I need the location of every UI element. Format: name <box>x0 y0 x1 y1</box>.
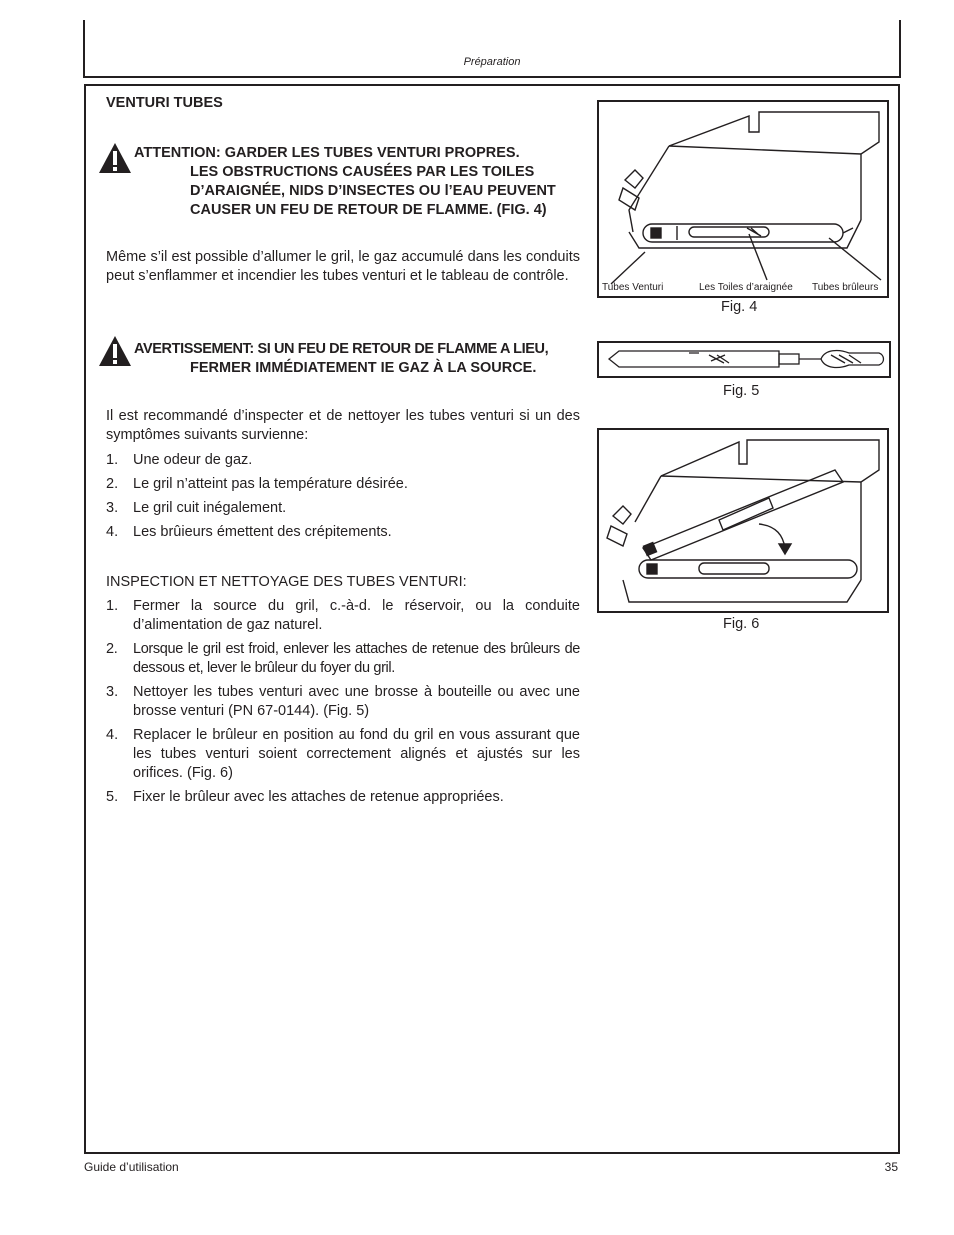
list-item-text: Le gril cuit inégalement. <box>133 500 287 516</box>
list-item <box>106 499 580 518</box>
figure-5-drawing <box>599 343 889 376</box>
list-item <box>106 451 580 470</box>
attention-line-1: ATTENTION: GARDER LES TUBES VENTURI PROPRES. <box>134 145 520 161</box>
list-item-text: Les brûieurs émettent des crépitements. <box>133 524 392 540</box>
footer-page-number: 35 <box>884 1160 898 1174</box>
list-item-number: 3. <box>106 684 119 700</box>
list-item <box>106 640 580 678</box>
list-item-number: 4. <box>106 727 119 743</box>
attention-line-2: LES OBSTRUCTIONS CAUSÉES PAR LES TOILES <box>190 164 535 180</box>
avertissement-warning <box>134 340 584 378</box>
warning-icon <box>98 335 132 367</box>
fig6-caption: Fig. 6 <box>723 616 760 632</box>
figure-4 <box>597 100 889 298</box>
fig4-label-venturi: Tubes Venturi <box>602 282 664 293</box>
list-item-number: 4. <box>106 524 119 540</box>
list-item <box>106 726 580 783</box>
list-item-text: Une odeur de gaz. <box>133 452 253 468</box>
list-item <box>106 597 580 635</box>
avertissement-line-1: AVERTISSEMENT: SI UN FEU DE RETOUR DE FLAMME A LIEU, <box>134 341 549 357</box>
list-item-text: Fixer le brûleur avec les attaches de retenue appropriées. <box>133 789 504 805</box>
warning-icon <box>98 142 132 174</box>
symptoms-list <box>106 451 580 542</box>
figure-6-drawing <box>599 430 887 611</box>
symptoms-intro: Il est recommandé d’inspecter et de nettoyer les tubes venturi si un des symptômes suivants survienne: <box>106 408 580 443</box>
list-item-number: 3. <box>106 500 119 516</box>
fig4-label-bruleurs: Tubes brûleurs <box>812 282 879 293</box>
figure-4-drawing <box>599 102 887 296</box>
list-item-text: Lorsque le gril est froid, enlever les attaches de retenue des brûleurs de dessous et, lever le brûleur du foyer du gril. <box>133 641 580 676</box>
list-item-number: 1. <box>106 452 119 468</box>
list-item-number: 2. <box>106 641 118 657</box>
intro-paragraph: Même s’il est possible d’allumer le gril, le gaz accumulé dans les conduits peut s’enflammer et incendier les tubes venturi et le tableau de contrôle. <box>106 249 580 284</box>
page-header <box>83 20 901 78</box>
section-heading: VENTURI TUBES <box>106 95 223 111</box>
fig4-caption: Fig. 4 <box>721 299 758 315</box>
list-item-number: 2. <box>106 476 119 492</box>
fig5-caption: Fig. 5 <box>723 383 760 399</box>
page-header-title: Préparation <box>463 56 521 68</box>
list-item-text: Fermer la source du gril, c.-à-d. le réservoir, ou la conduite d’alimentation de gaz naturel. <box>133 598 580 633</box>
list-item <box>106 523 580 542</box>
figure-5 <box>597 341 891 378</box>
attention-warning <box>134 144 580 220</box>
list-item-text: Nettoyer les tubes venturi avec une brosse à bouteille ou avec une brosse venturi (PN 67-0144). (Fig. 5) <box>133 684 580 719</box>
list-item-text: Le gril n’atteint pas la température désirée. <box>133 476 408 492</box>
list-item-number: 5. <box>106 789 119 805</box>
list-item-text: Replacer le brûleur en position au fond du gril en vous assurant que les tubes venturi soient correctement alignés et ajustés sur les orifices. (Fig. 6) <box>133 727 580 781</box>
inspection-heading: INSPECTION ET NETTOYAGE DES TUBES VENTURI: <box>106 574 467 590</box>
list-item <box>106 788 580 807</box>
footer-guide-title: Guide d’utilisation <box>84 1160 179 1174</box>
avertissement-line-2: FERMER IMMÉDIATEMENT IE GAZ À LA SOURCE. <box>190 360 537 376</box>
fig4-label-toiles: Les Toiles d’araignée <box>699 282 793 293</box>
attention-line-3: D’ARAIGNÉE, NIDS D’INSECTES OU l’EAU PEUVENT <box>190 183 556 199</box>
figure-6 <box>597 428 889 613</box>
list-item <box>106 475 580 494</box>
list-item <box>106 683 580 721</box>
steps-list <box>106 597 580 807</box>
attention-line-4: CAUSER UN FEU DE RETOUR DE FLAMME. (FIG. 4) <box>190 202 547 218</box>
list-item-number: 1. <box>106 598 119 614</box>
